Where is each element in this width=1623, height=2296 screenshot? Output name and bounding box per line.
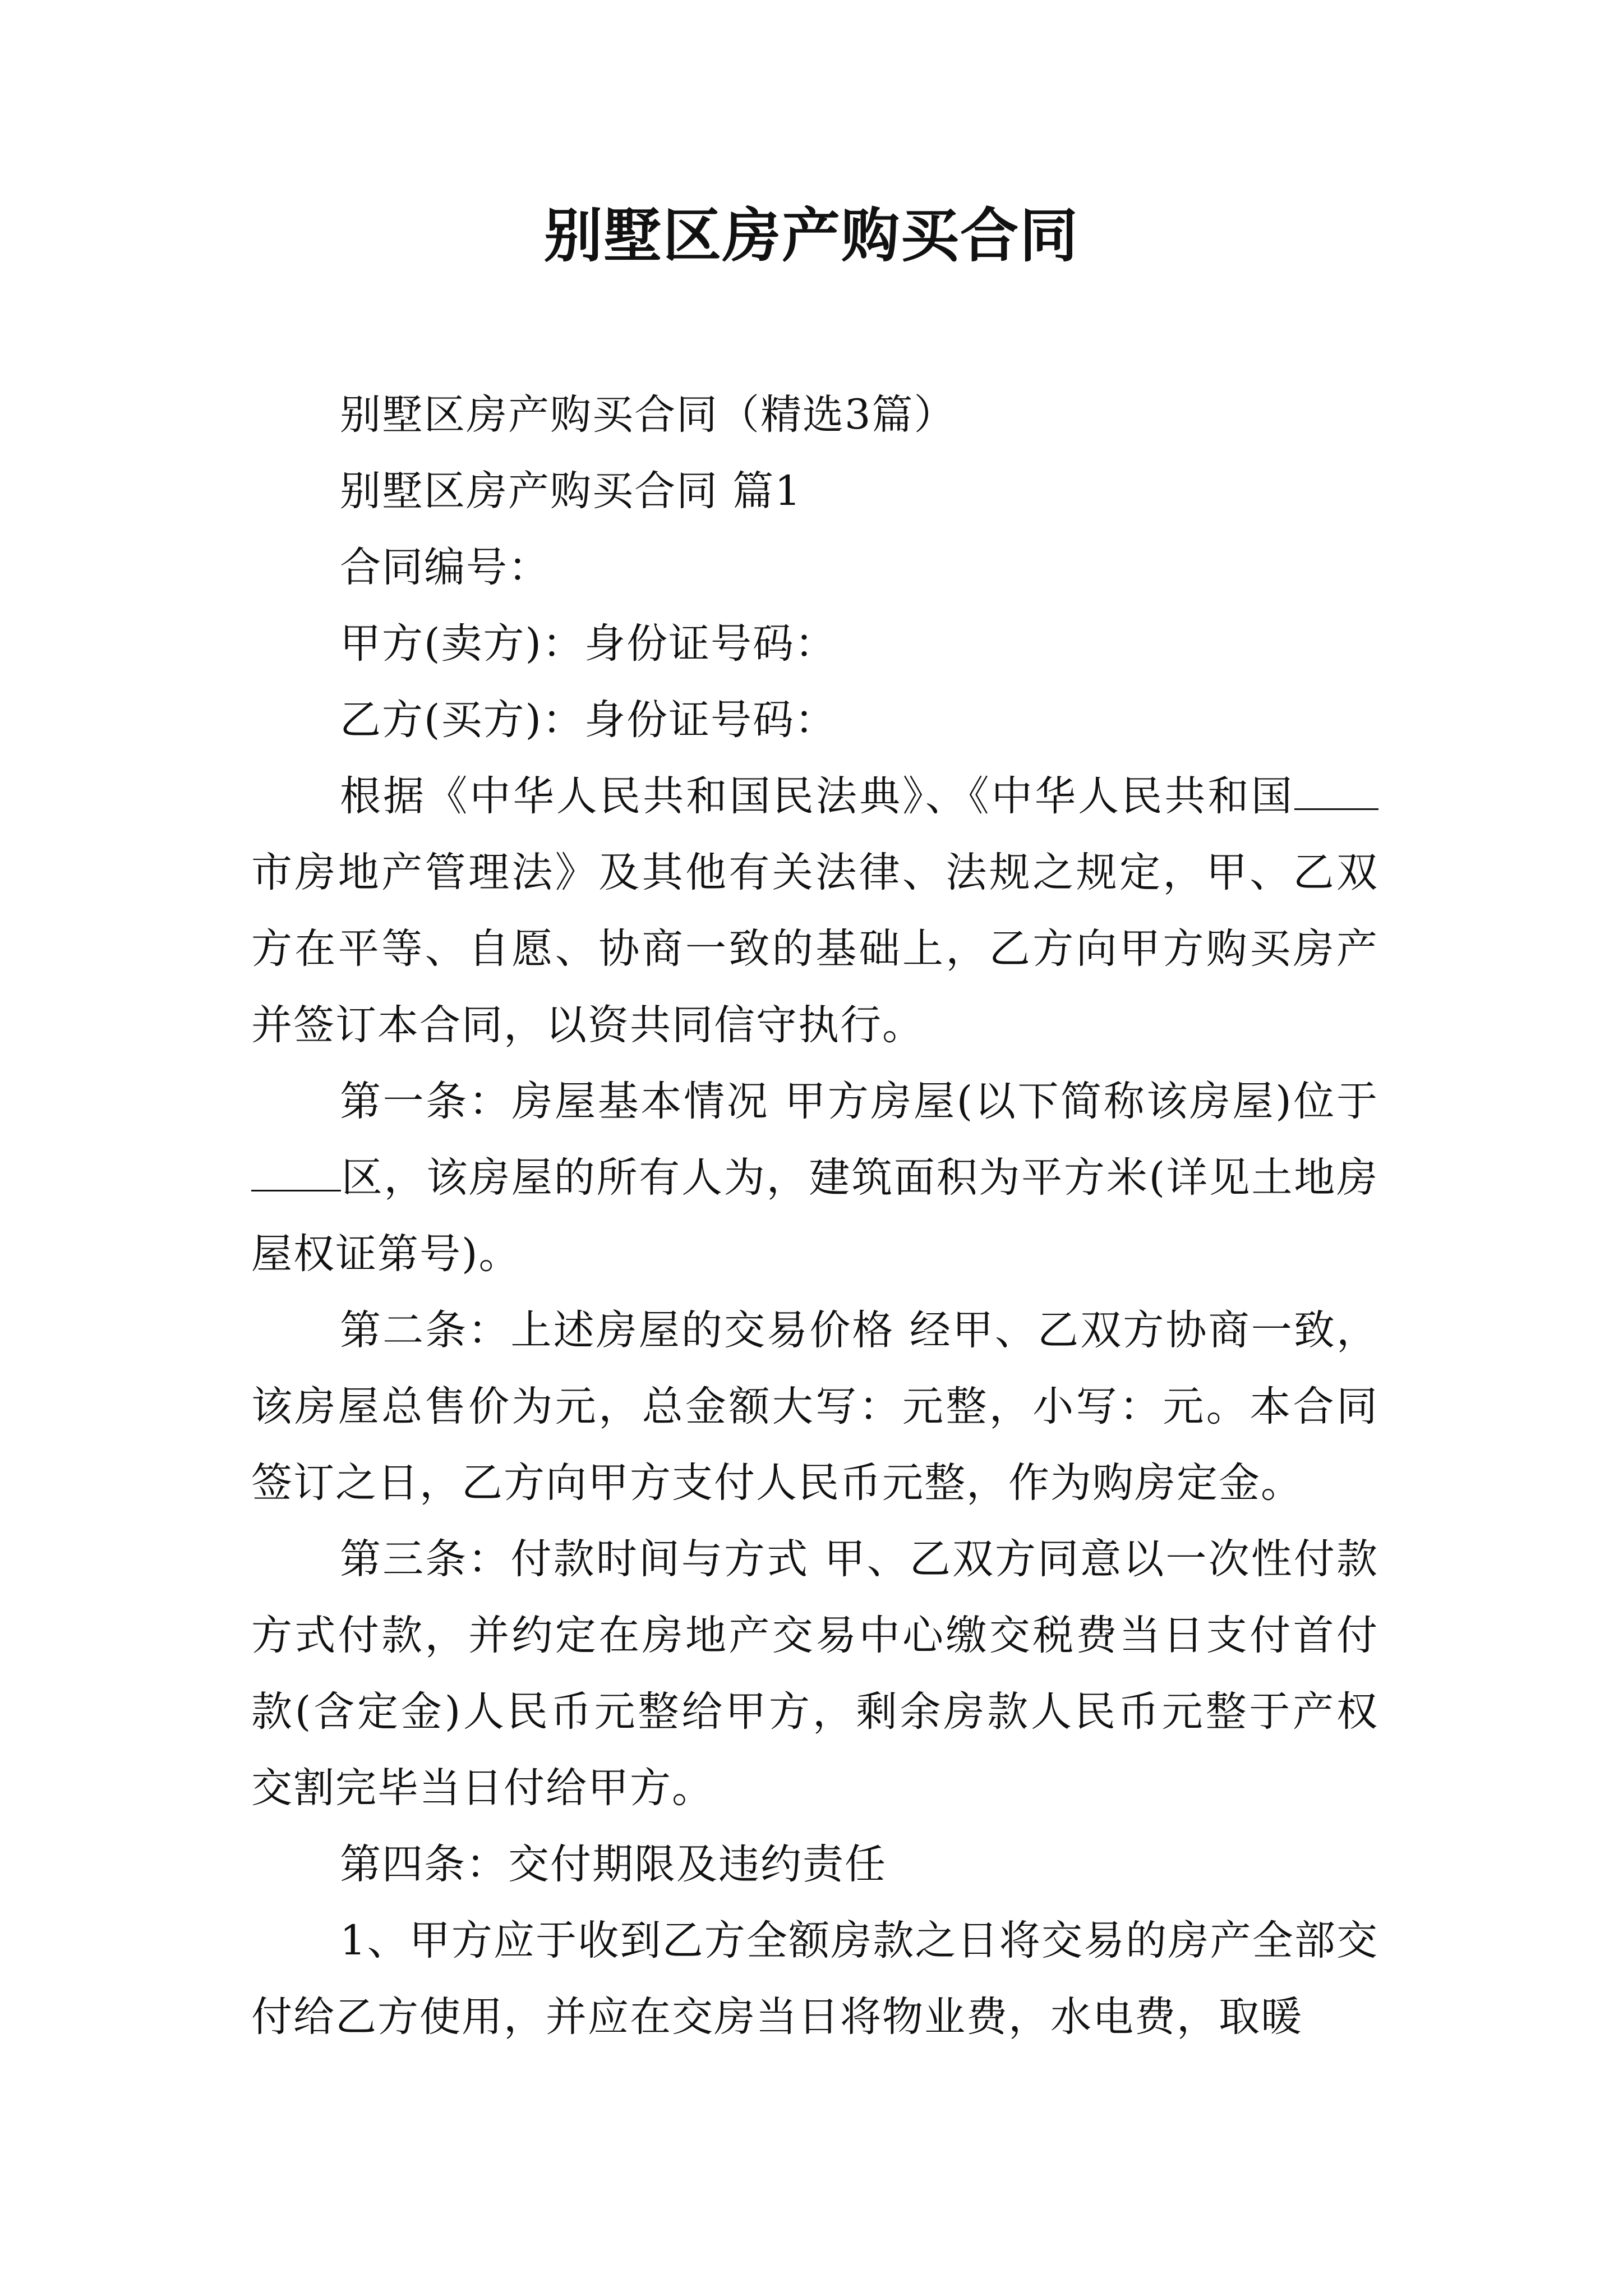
document-body [251, 377, 1378, 2055]
paragraph-subtitle: 别墅区房产购买合同（精选3篇） [340, 391, 956, 439]
paragraph-article-1 [251, 1064, 1378, 1292]
document-title: 别墅区房产购买合同 [543, 201, 1079, 270]
paragraph-article-4-item-1: 1、甲方应于收到乙方全额房款之日将交易的房产全部交付给乙方使用，并应在交房当日将物业费，水电费，取暖 [251, 1917, 1378, 2041]
paragraph-article-3: 第三条：付款时间与方式 甲、乙双方同意以一次性付款方式付款，并约定在房地产交易中心缴交税费当日支付首付款(含定金)人民币元整给甲方，剩余房款人民币元整于产权交割完毕当日付给甲方。 [251, 1535, 1378, 1812]
article-1-text-end: 区，该房屋的所有人为，建筑面积为平方米(详见土地房屋权证第号)。 [251, 1154, 1378, 1278]
paragraph-part-heading: 别墅区房产购买合同 篇1 [340, 467, 802, 515]
fill-in-blank [1294, 769, 1378, 810]
paragraph-article-2: 第二条：上述房屋的交易价格 经甲、乙双方协商一致，该房屋总售价为元，总金额大写：元整，小写：元。本合同签订之日，乙方向甲方支付人民币元整，作为购房定金。 [251, 1306, 1378, 1507]
paragraph-article-4-heading: 第四条：交付期限及违约责任 [340, 1841, 887, 1888]
paragraph-contract-number: 合同编号： [340, 544, 550, 591]
paragraph-party-b: 乙方(买方)：身份证号码： [340, 696, 837, 744]
legal-basis-text-end: 市房地产管理法》及其他有关法律、法规之规定，甲、乙双方在平等、自愿、协商一致的基础上，乙方向甲方购买房产并签订本合同，以资共同信守执行。 [251, 849, 1378, 1049]
article-1-text-start: 第一条：房屋基本情况 甲方房屋(以下简称该房屋)位于 [340, 1078, 1378, 1125]
fill-in-blank [251, 1151, 341, 1191]
paragraph-legal-basis [251, 758, 1378, 1064]
paragraph-party-a: 甲方(卖方)：身份证号码： [340, 620, 837, 668]
legal-basis-text-start: 根据《中华人民共和国民法典》、《中华人民共和国 [340, 772, 1294, 820]
